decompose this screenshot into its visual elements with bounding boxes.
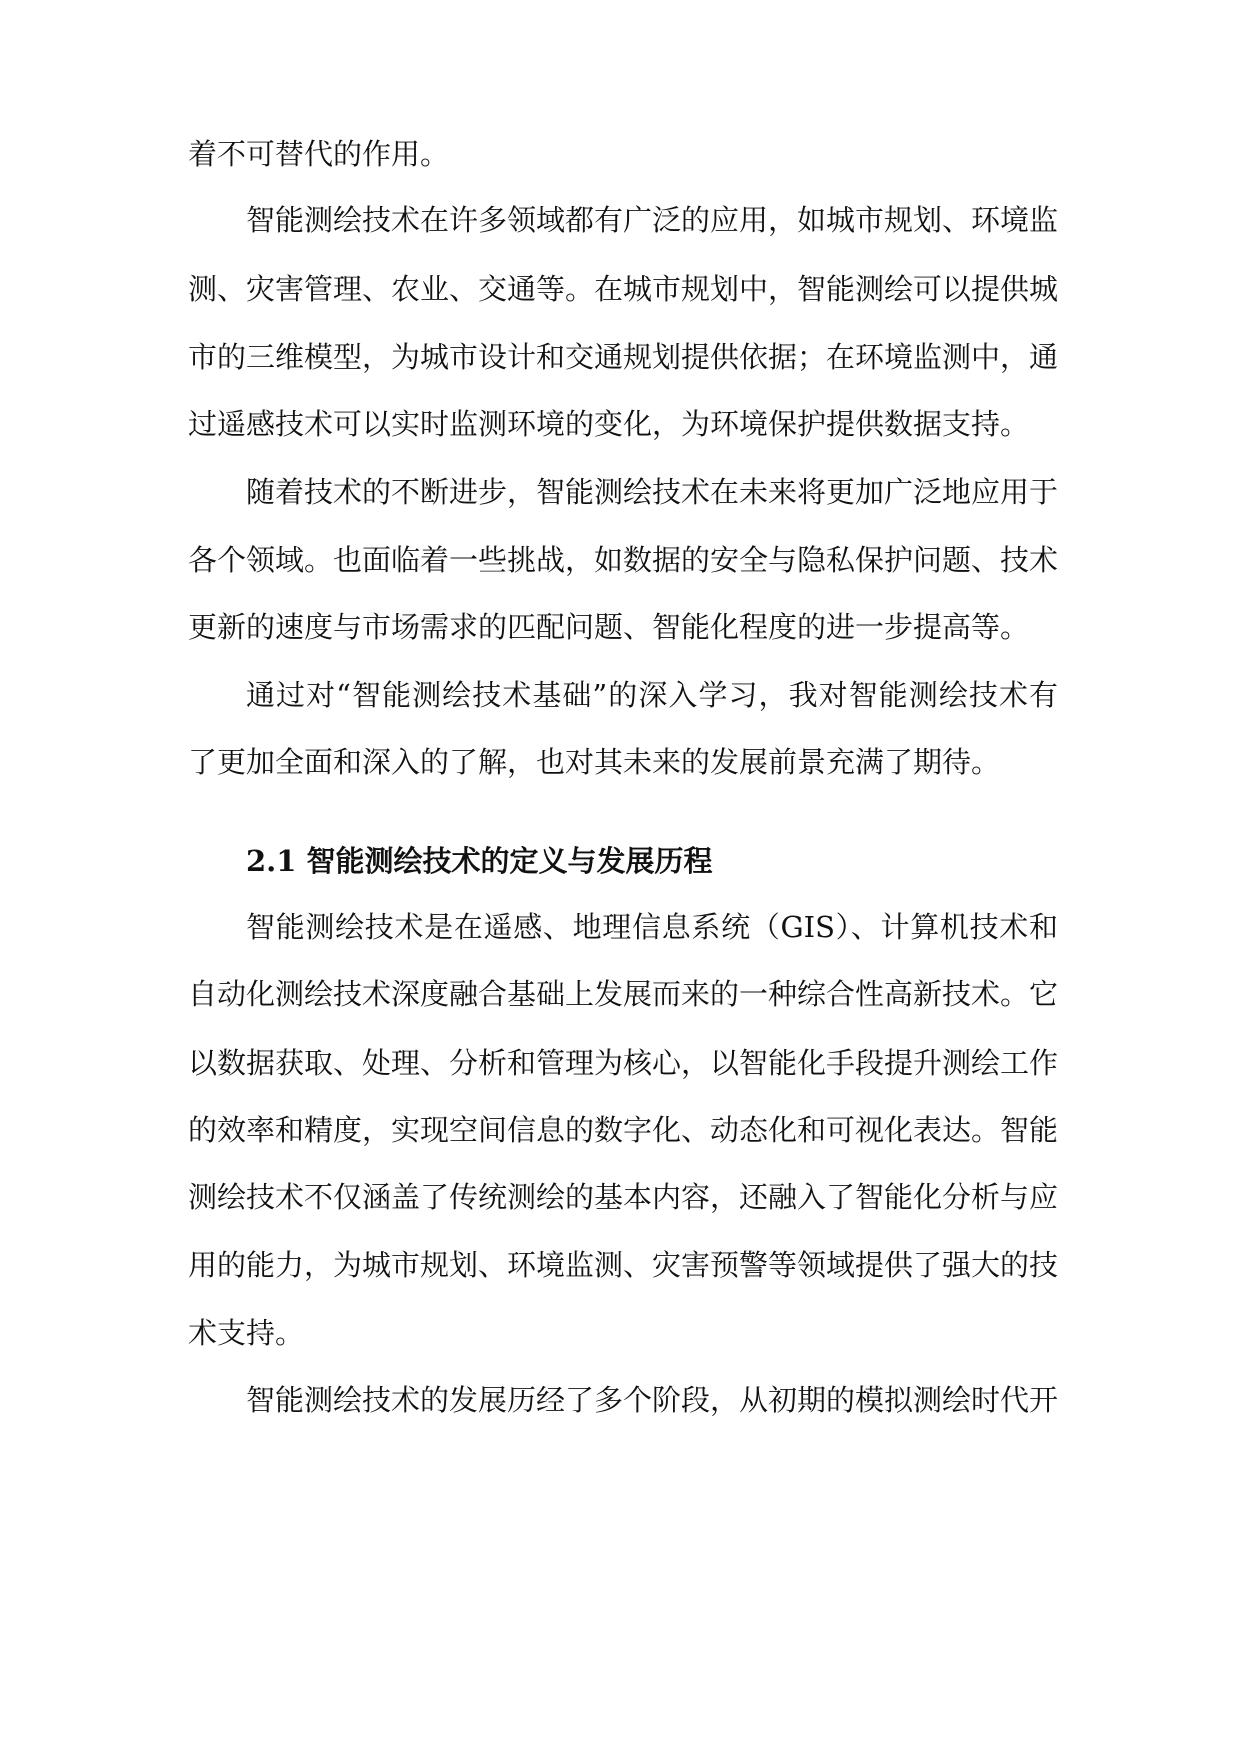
paragraph-line: 以数据获取、处理、分析和管理为核心，以智能化手段提升测绘工作 bbox=[188, 1046, 1058, 1080]
paragraph-line: 过遥感技术可以实时监测环境的变化，为环境保护提供数据支持。 bbox=[188, 407, 1030, 441]
paragraph-first-line: 智能测绘技术在许多领域都有广泛的应用，如城市规划、环境监 bbox=[246, 203, 1058, 237]
paragraph-first-line: 随着技术的不断进步，智能测绘技术在未来将更加广泛地应用于 bbox=[246, 475, 1058, 509]
paragraph-line: 了更加全面和深入的了解，也对其未来的发展前景充满了期待。 bbox=[188, 745, 1001, 779]
paragraph-first-line: 通过对“智能测绘技术基础”的深入学习，我对智能测绘技术有 bbox=[246, 678, 1058, 712]
paragraph-line: 市的三维模型，为城市设计和交通规划提供依据；在环境监测中，通 bbox=[188, 340, 1058, 374]
paragraph-line: 的效率和精度，实现空间信息的数字化、动态化和可视化表达。智能 bbox=[188, 1113, 1058, 1147]
paragraph-line: 各个领域。也面临着一些挑战，如数据的安全与隐私保护问题、技术 bbox=[188, 543, 1058, 577]
paragraph-first-line: 智能测绘技术的发展历经了多个阶段，从初期的模拟测绘时代开 bbox=[246, 1383, 1058, 1417]
paragraph-line: 用的能力，为城市规划、环境监测、灾害预警等领域提供了强大的技 bbox=[188, 1248, 1058, 1282]
paragraph-line: 术支持。 bbox=[188, 1316, 305, 1350]
paragraph-line: 着不可替代的作用。 bbox=[188, 137, 450, 171]
paragraph-line: 测绘技术不仅涵盖了传统测绘的基本内容，还融入了智能化分析与应 bbox=[188, 1180, 1058, 1214]
paragraph-line: 测、灾害管理、农业、交通等。在城市规划中，智能测绘可以提供城 bbox=[188, 272, 1058, 306]
paragraph-first-line: 智能测绘技术是在遥感、地理信息系统（GIS）、计算机技术和 bbox=[246, 910, 1058, 944]
section-heading: 2.1 智能测绘技术的定义与发展历程 bbox=[246, 844, 713, 878]
paragraph-line: 自动化测绘技术深度融合基础上发展而来的一种综合性高新技术。它 bbox=[188, 977, 1058, 1011]
paragraph-line: 更新的速度与市场需求的匹配问题、智能化程度的进一步提高等。 bbox=[188, 610, 1030, 644]
